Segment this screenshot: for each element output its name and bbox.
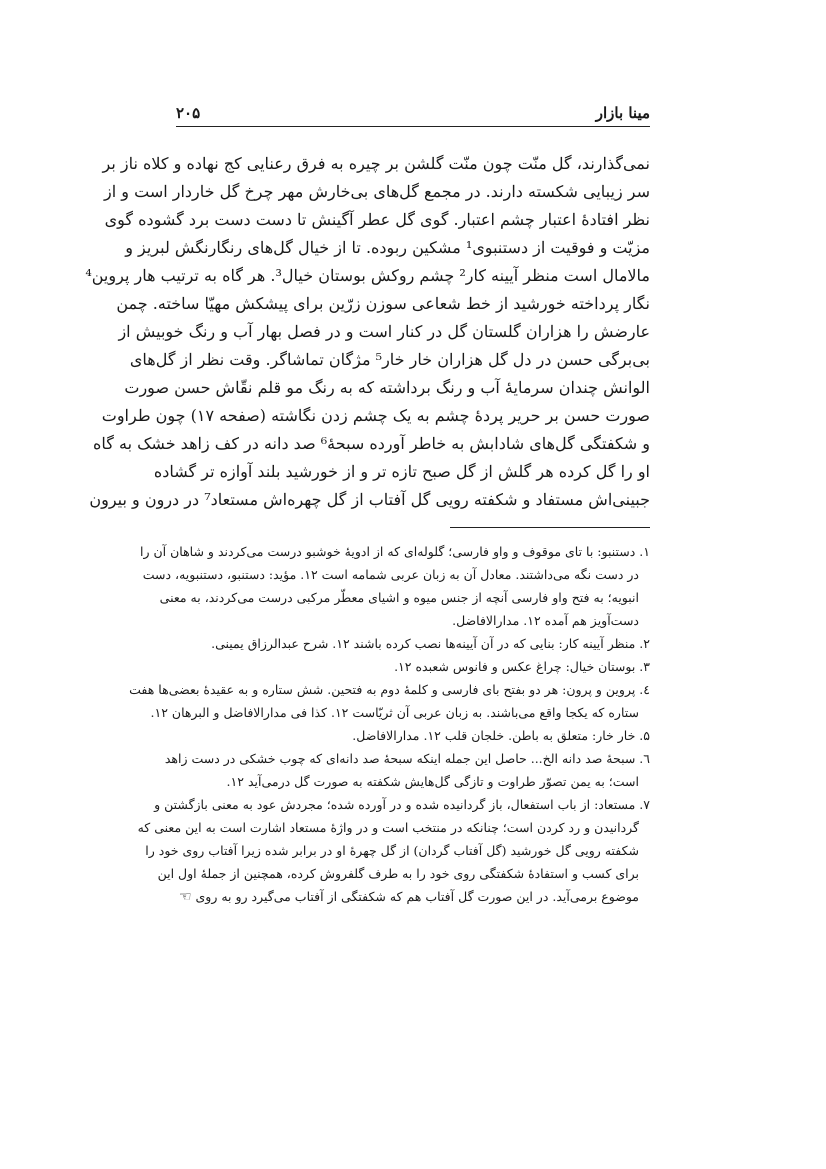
footnote-1-line: دست‌آویز هم آمده ۱۲. مدارالافاضل. (452, 613, 639, 628)
footnote-7-line: گردانیدن و رد کردن است؛ چنانکه در منتخب است و در واژۀ مستعاد اشارت است به این معنی که (137, 820, 639, 835)
body-line: نظر افتادۀ اعتبار چشم اعتبار. گوی گل عطر آگینش تا دست دست برد گشوده گوی (104, 210, 650, 229)
footnote-7-line (176, 885, 650, 908)
footnotes (129, 540, 650, 908)
body-line: نمی‌گذارند، گل منّت چون منّت گلشن بر چیره به فرق رعنایی کج نهاده و کلاه ناز بر (102, 154, 650, 173)
header-rule (176, 126, 650, 127)
body-line: سر زیبایی شکسته دارند. در مجمع گل‌های بی‌خارش مهر چرخ گل خاردار است و از (104, 182, 650, 201)
footnote-7-last-text: موضوع برمی‌آید. در این صورت گل آفتاب هم که شکفتگی از آفتاب می‌گیرد رو به روی (195, 889, 639, 904)
footnote-6-line: است؛ به یمن تصوّر طراوت و تازگی گل‌هایش شکفته به صورت گل درمی‌آید ۱۲. (226, 774, 639, 789)
footnote-4-line: ٤. پروین و پرون: هر دو بفتح بای فارسی و کلمۀ دوم به فتحین. شش ستاره و به عقیدۀ بعضی‌ها هفت (129, 682, 650, 697)
body-line: عارضش را هزاران گلستان گل در کنار است و در فصل بهار آب و رنگ خوبیش از (118, 322, 650, 341)
footnote-7-line: ۷. مستعاد: از باب استفعال، باز گردانیده شده و در آورده شده؛ مجردش عود به معنی بازگشتن و (154, 797, 650, 812)
body-line: بی‌برگی حسن در دل گل هزاران خار خار⁵ مژگان تماشاگر. وقت نظر از گل‌های (129, 350, 650, 369)
page-header (176, 104, 650, 126)
body-text (85, 150, 650, 514)
footnote-separator (450, 527, 650, 528)
body-line: صورت حسن بر حریر پردۀ چشم به یک چشم زدن نگاشته (صفحه ۱۷) چون طراوت (101, 406, 650, 425)
body-line: الوانش چندان سرمایۀ آب و رنگ برداشته که به رنگ مو قلم نقّاش حسن صورت (124, 378, 650, 397)
footnote-1-line: ۱. دستنبو: با تای موقوف و واو فارسی؛ گلوله‌ای که از ادویۀ خوشبو درست می‌کردند و شاهان آن را (139, 544, 650, 559)
footnote-2: ۲. منظر آیینه کار: بنایی که در آن آیینه‌ها نصب کرده باشند ۱۲. شرح عبدالرزاق یمینی. (211, 636, 650, 651)
running-title: مینا بازار (595, 104, 650, 122)
pointing-hand-icon: ☜ (178, 889, 192, 905)
footnote-3: ۳. بوستان خیال: چراغ عکس و فانوس شعبده ۱۲. (394, 659, 650, 674)
body-line: و شکفتگی گل‌های شادابش به خاطر آورده سبحۀ⁶ صد دانه در کف زاهد خشک به گاه (93, 434, 650, 453)
footnote-1-line: انبویه؛ به فتح واو فارسی آنچه از جنس میوه و اشیای معطّر مرکبی درست می‌کردند، به معنی (159, 590, 639, 605)
page-number: ۲۰۵ (176, 104, 201, 122)
body-line: مالامال است منظر آیینه کار² چشم روکش بوستان خیال³. هر گاه به ترتیب هار پروین⁴ (85, 266, 650, 285)
footnote-4-line: ستاره که یکجا واقع می‌باشند. به زبان عربی آن ثریّاست ۱۲. کذا فی مدارالافاضل و البرهان ۱۲. (150, 705, 639, 720)
footnote-7-line: شکفته رویی گل خورشید (گل آفتاب گردان) از گل چهرۀ او در برابر شده زیرا آفتاب روی خود را (145, 843, 639, 858)
footnote-5: ۵. خار خار: متعلق به باطن. خلجان قلب ۱۲. مدارالافاضل. (352, 728, 650, 743)
body-line: جبینی‌اش مستفاد و شکفته رویی گل آفتاب از گل چهره‌اش مستعاد⁷ در درون و بیرون (89, 490, 650, 509)
body-line: او را گل کرده هر گلش از گل صبح تازه تر و از خورشید بلند آوازه تر گشاده (153, 462, 650, 481)
footnote-6-line: ٦. سبحۀ صد دانه الخ... حاصل این جمله اینکه سبحۀ صد دانه‌ای که چوب خشکی در دست زاهد (164, 751, 650, 766)
footnote-7-line: برای کسب و استفادۀ شکفتگی روی خود را به طرف گلفروش کرده، همچنین از جملۀ اول این (157, 866, 639, 881)
body-line: نگار پرداخته خورشید از خط شعاعی سوزن زرّین برای پیشکش مهیّا ساخته. چمن (116, 294, 650, 313)
footnote-1-line: در دست نگه می‌داشتند. معادل آن به زبان عربی شمامه است ۱۲. مؤید: دستنبو، دستنبویه، دست (142, 567, 639, 582)
body-line: مزیّت و فوقیت از دستنبوی¹ مشکین ربوده. تا از خیال گل‌های رنگارنگش لبریز و (125, 238, 650, 257)
